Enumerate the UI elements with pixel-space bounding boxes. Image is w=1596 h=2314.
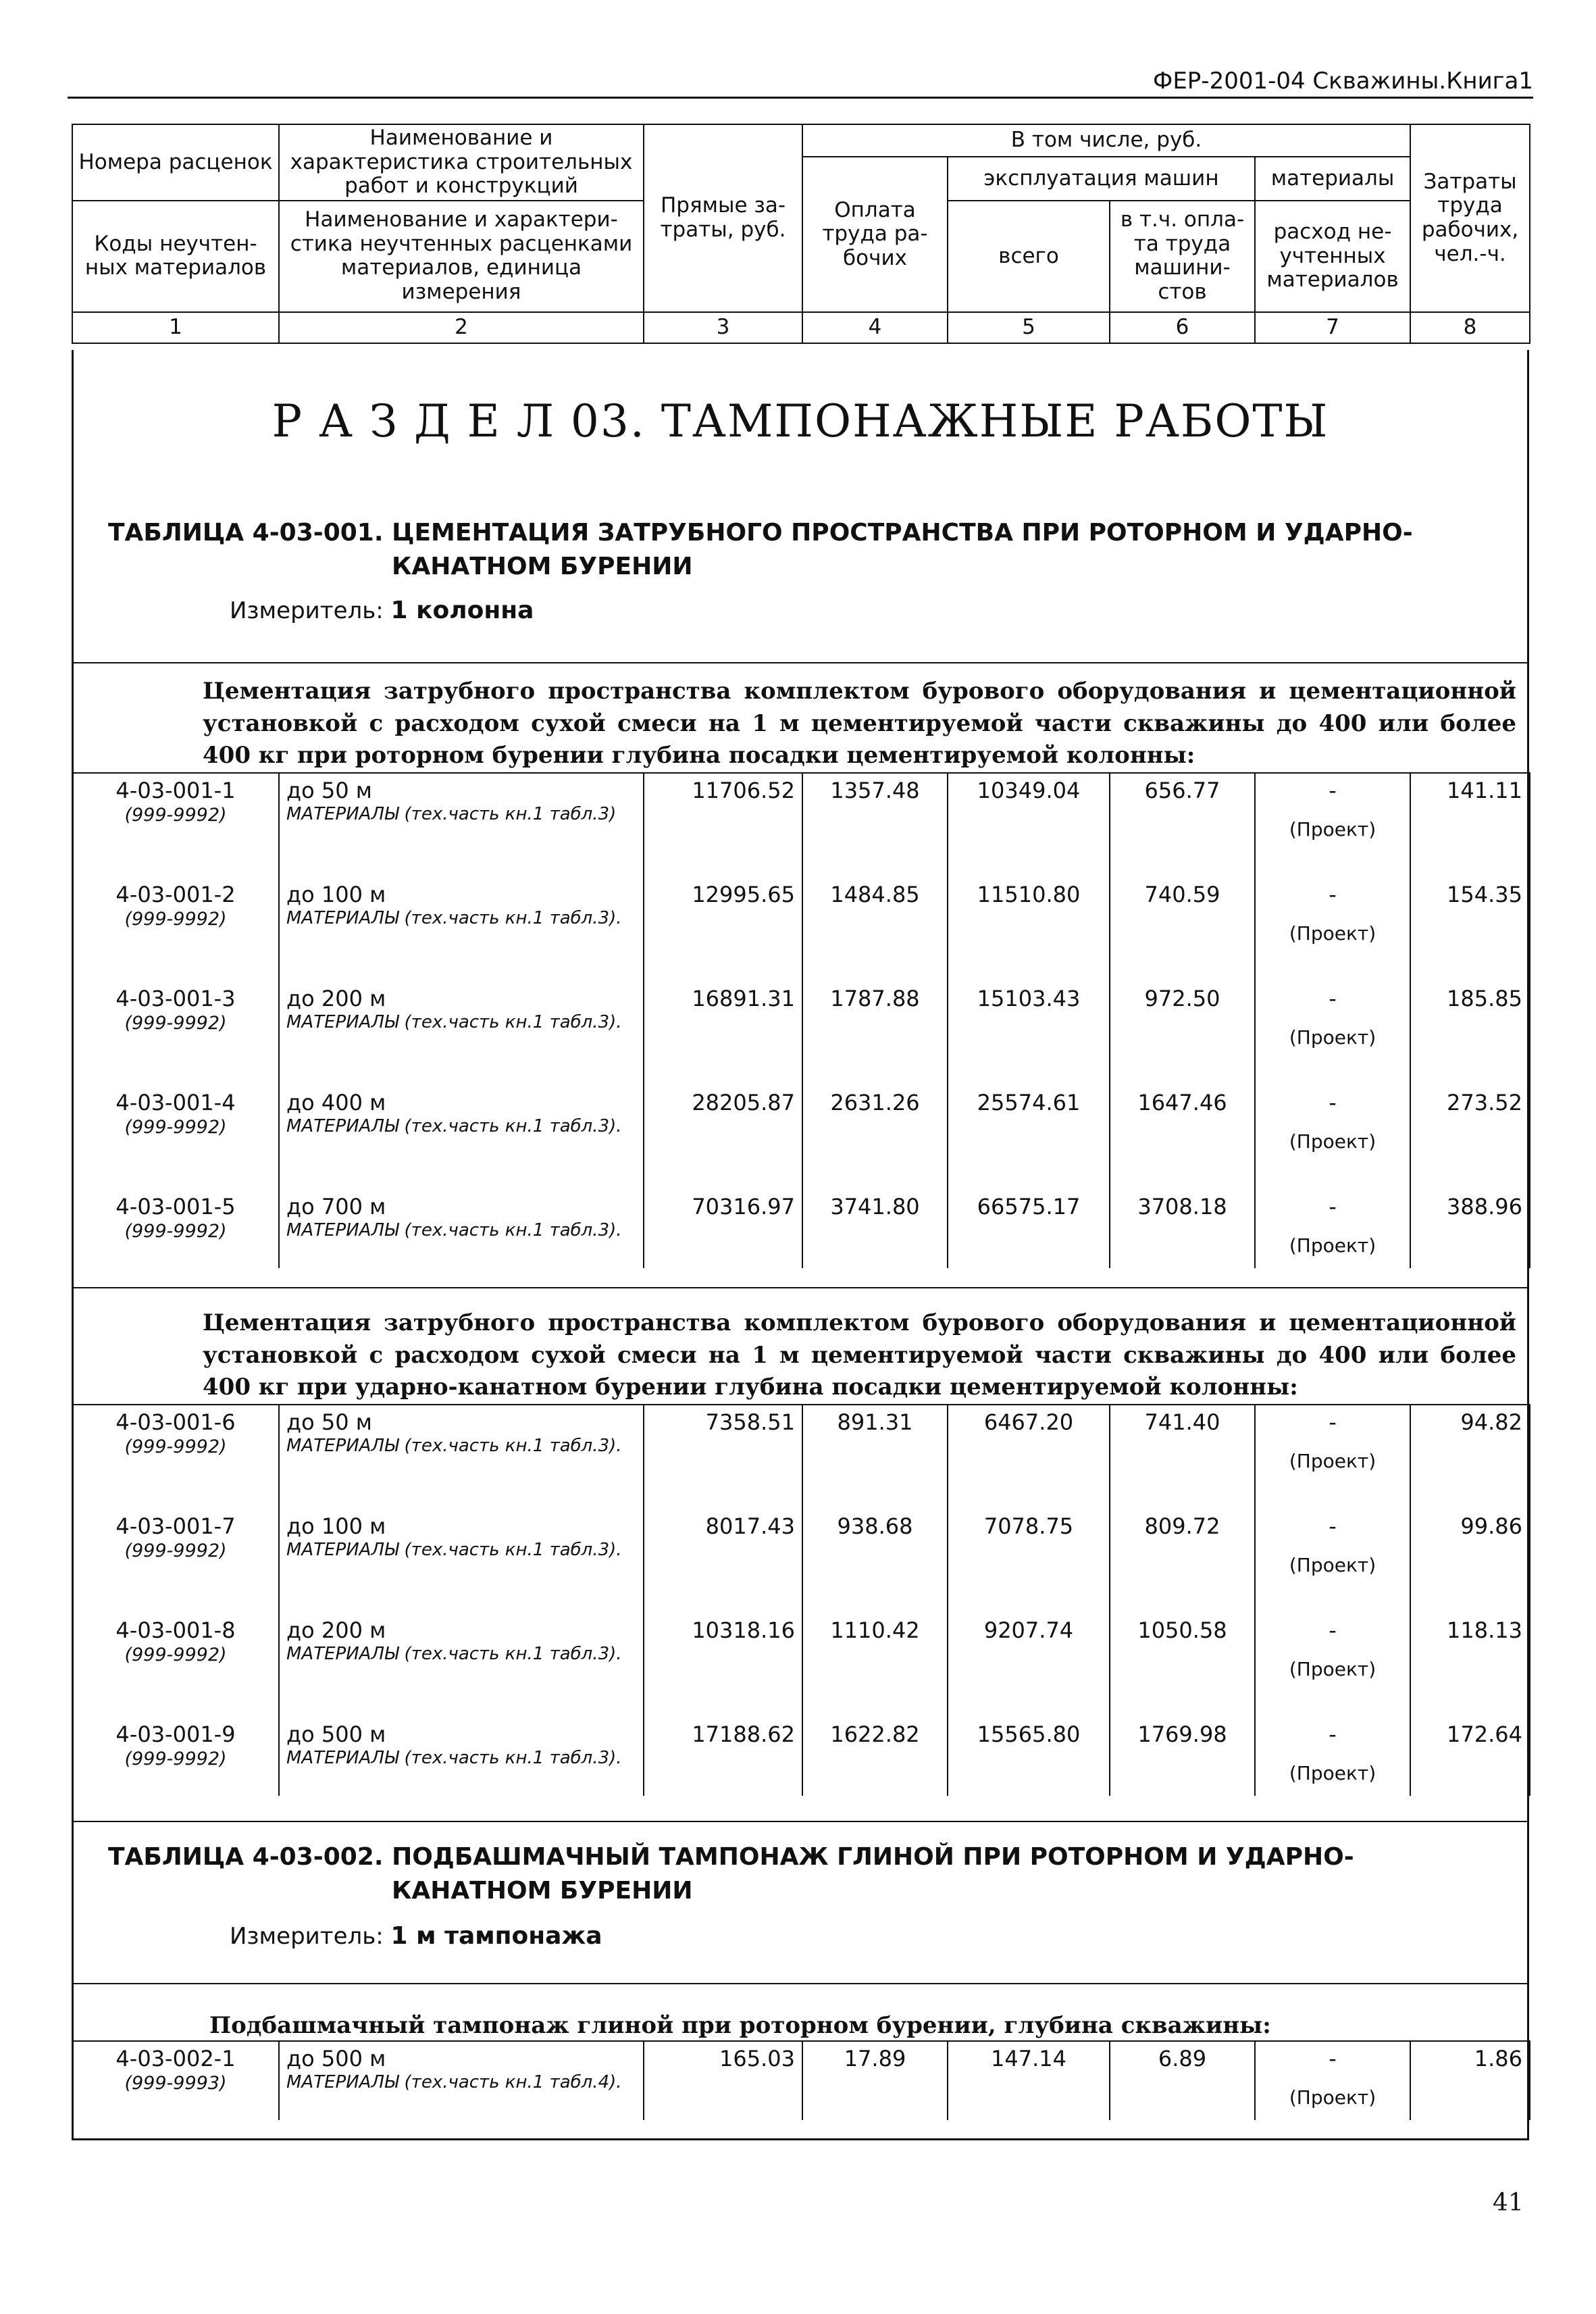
table1-group2-rows — [72, 1404, 1530, 1796]
labor-pay: 3741.80 — [802, 1190, 948, 1268]
rate-code: 4-03-001-3 — [115, 986, 236, 1011]
material-usage-dash: - — [1329, 1409, 1337, 1435]
rate-code-cell — [72, 1717, 279, 1796]
group1-heading: Цементация затрубного пространства комплектом бурового оборудования и цементационной установкой с расходом сухой смеси на 1 м цементируемой части скважины до 400 или более 400 кг при роторном бурении глубина посадки цементируемой колонны: — [203, 678, 1516, 770]
work-name-cell — [279, 1405, 644, 1509]
machines-total: 7078.75 — [948, 1509, 1110, 1613]
material-note: МАТЕРИАЛЫ (тех.часть кн.1 табл.3) — [286, 804, 617, 824]
col-rate-number-header: Номера расценок — [72, 124, 279, 201]
machinist-pay: 1647.46 — [1110, 1086, 1255, 1190]
material-note: МАТЕРИАЛЫ (тех.часть кн.1 табл.3). — [286, 1540, 622, 1560]
col-including-header: В том числе, руб. — [802, 124, 1410, 157]
work-name-cell — [279, 878, 644, 982]
machinist-pay: 741.40 — [1110, 1405, 1255, 1509]
material-code: (999-9992) — [124, 1013, 227, 1034]
rate-code: 4-03-001-7 — [115, 1513, 236, 1539]
col-labor-hours-header: Затраты труда рабочих, чел.-ч. — [1410, 124, 1530, 312]
direct-costs: 8017.43 — [644, 1509, 802, 1613]
direct-costs: 165.03 — [644, 2041, 802, 2120]
machines-total: 9207.74 — [948, 1613, 1110, 1717]
measure-value: 1 м тампонажа — [390, 1922, 602, 1950]
material-code: (999-9992) — [124, 1221, 227, 1242]
machinist-pay: 1050.58 — [1110, 1613, 1255, 1717]
labor-pay: 891.31 — [802, 1405, 948, 1509]
column-header-table — [72, 124, 1530, 344]
col-machinist-pay-header: в т.ч. опла-та труда машини-стов — [1110, 201, 1255, 312]
labor-hours: 154.35 — [1410, 878, 1530, 982]
rate-code: 4-03-001-9 — [115, 1721, 236, 1747]
machines-total: 147.14 — [948, 2041, 1110, 2120]
material-usage-project: (Проект) — [1289, 1658, 1376, 1680]
work-name: до 50 м — [286, 778, 372, 803]
col-num-8: 8 — [1410, 312, 1530, 343]
material-usage-project: (Проект) — [1289, 922, 1376, 945]
machines-total: 25574.61 — [948, 1086, 1110, 1190]
table2-measure — [230, 1922, 602, 1950]
direct-costs: 70316.97 — [644, 1190, 802, 1268]
material-usage-dash: - — [1329, 1194, 1337, 1219]
material-usage-cell — [1255, 773, 1410, 878]
table2-title-line2: КАНАТНОМ БУРЕНИИ — [392, 1877, 693, 1905]
col-machines-header: эксплуатация машин — [948, 157, 1255, 201]
material-note: МАТЕРИАЛЫ (тех.часть кн.1 табл.4). — [286, 2072, 622, 2092]
table-row — [72, 878, 1530, 982]
machines-total: 66575.17 — [948, 1190, 1110, 1268]
rate-code: 4-03-002-1 — [115, 2046, 236, 2071]
material-code: (999-9992) — [124, 909, 227, 930]
material-usage-cell — [1255, 1086, 1410, 1190]
material-code: (999-9992) — [124, 1117, 227, 1138]
direct-costs: 10318.16 — [644, 1613, 802, 1717]
machines-total: 15565.80 — [948, 1717, 1110, 1796]
direct-costs: 17188.62 — [644, 1717, 802, 1796]
material-usage-cell — [1255, 1613, 1410, 1717]
labor-pay: 938.68 — [802, 1509, 948, 1613]
col-direct-costs-header: Прямые за-траты, руб. — [644, 124, 802, 312]
material-note: МАТЕРИАЛЫ (тех.часть кн.1 табл.3). — [286, 1436, 622, 1456]
labor-hours: 185.85 — [1410, 982, 1530, 1086]
table2-group-heading: Подбашмачный тампонаж глиной при роторном бурении, глубина скважины: — [209, 2012, 1271, 2039]
table-row — [72, 2041, 1530, 2120]
labor-hours: 273.52 — [1410, 1086, 1530, 1190]
header-rule — [68, 97, 1533, 99]
divider — [72, 1821, 1529, 1822]
rate-code-cell — [72, 1613, 279, 1717]
machinist-pay: 809.72 — [1110, 1509, 1255, 1613]
rate-code: 4-03-001-6 — [115, 1409, 236, 1435]
direct-costs: 16891.31 — [644, 982, 802, 1086]
labor-pay: 2631.26 — [802, 1086, 948, 1190]
material-note: МАТЕРИАЛЫ (тех.часть кн.1 табл.3). — [286, 1012, 622, 1032]
machines-total: 11510.80 — [948, 878, 1110, 982]
table-row — [72, 982, 1530, 1086]
col-labor-pay-header: Оплата труда ра-бочих — [802, 157, 948, 312]
material-note: МАТЕРИАЛЫ (тех.часть кн.1 табл.3). — [286, 1116, 622, 1136]
labor-hours: 94.82 — [1410, 1405, 1530, 1509]
material-code: (999-9993) — [124, 2073, 227, 2094]
material-usage-dash: - — [1329, 1617, 1337, 1643]
group2-heading: Цементация затрубного пространства комплектом бурового оборудования и цементационной установкой с расходом сухой смеси на 1 м цементируемой части скважины до 400 или более 400 кг при ударно-канатном бурении глубина посадки цементируемой колонны: — [203, 1309, 1516, 1401]
material-usage-project: (Проект) — [1289, 1450, 1376, 1472]
material-usage-project: (Проект) — [1289, 1234, 1376, 1257]
table-row — [72, 773, 1530, 878]
labor-hours: 172.64 — [1410, 1717, 1530, 1796]
work-name: до 400 м — [286, 1090, 386, 1115]
labor-hours: 1.86 — [1410, 2041, 1530, 2120]
direct-costs: 12995.65 — [644, 878, 802, 982]
material-usage-project: (Проект) — [1289, 2086, 1376, 2109]
table1-group1-rows — [72, 772, 1530, 1268]
rate-code-cell — [72, 1190, 279, 1268]
rate-code: 4-03-001-8 — [115, 1617, 236, 1643]
machinist-pay: 972.50 — [1110, 982, 1255, 1086]
material-note: МАТЕРИАЛЫ (тех.часть кн.1 табл.3). — [286, 908, 622, 928]
measure-label: Измеритель: — [230, 1923, 384, 1950]
table-row — [72, 1717, 1530, 1796]
rate-code: 4-03-001-2 — [115, 882, 236, 907]
machines-total: 10349.04 — [948, 773, 1110, 878]
rate-code-cell — [72, 773, 279, 878]
material-usage-project: (Проект) — [1289, 1026, 1376, 1049]
rate-code-cell — [72, 2041, 279, 2120]
material-usage-project: (Проект) — [1289, 1762, 1376, 1784]
col-num-6: 6 — [1110, 312, 1255, 343]
col-material-usage-header: расход не-учтенных материалов — [1255, 201, 1410, 312]
labor-pay: 17.89 — [802, 2041, 948, 2120]
material-usage-cell — [1255, 878, 1410, 982]
labor-pay: 1622.82 — [802, 1717, 948, 1796]
col-num-2: 2 — [279, 312, 644, 343]
direct-costs: 28205.87 — [644, 1086, 802, 1190]
material-usage-dash: - — [1329, 1090, 1337, 1115]
table1-title-line1: ТАБЛИЦА 4-03-001. ЦЕМЕНТАЦИЯ ЗАТРУБНОГО ПРОСТРАНСТВА ПРИ РОТОРНОМ И УДАРНО- — [108, 519, 1413, 547]
work-name: до 50 м — [286, 1409, 372, 1435]
rows-body — [72, 2041, 1530, 2120]
material-usage-dash: - — [1329, 1721, 1337, 1747]
labor-pay: 1484.85 — [802, 878, 948, 982]
divider — [72, 1287, 1529, 1288]
col-num-3: 3 — [644, 312, 802, 343]
rate-code: 4-03-001-1 — [115, 778, 236, 803]
work-name-cell — [279, 1613, 644, 1717]
direct-costs: 11706.52 — [644, 773, 802, 878]
work-name: до 700 м — [286, 1194, 386, 1219]
material-usage-project: (Проект) — [1289, 1554, 1376, 1576]
work-name: до 100 м — [286, 1513, 386, 1539]
measure-value: 1 колонна — [390, 597, 534, 624]
col-material-codes-header: Коды неучтен-ных материалов — [72, 201, 279, 312]
table2-rows — [72, 2040, 1530, 2120]
work-name-cell — [279, 773, 644, 878]
labor-hours: 118.13 — [1410, 1613, 1530, 1717]
machines-total: 6467.20 — [948, 1405, 1110, 1509]
machinist-pay: 740.59 — [1110, 878, 1255, 982]
rows-body — [72, 773, 1530, 1268]
labor-hours: 99.86 — [1410, 1509, 1530, 1613]
material-usage-cell — [1255, 2041, 1410, 2120]
material-note: МАТЕРИАЛЫ (тех.часть кн.1 табл.3). — [286, 1644, 622, 1664]
machinist-pay: 6.89 — [1110, 2041, 1255, 2120]
work-name-cell — [279, 1509, 644, 1613]
labor-pay: 1357.48 — [802, 773, 948, 878]
material-usage-project: (Проект) — [1289, 1130, 1376, 1153]
material-usage-dash: - — [1329, 778, 1337, 803]
material-usage-dash: - — [1329, 1513, 1337, 1539]
document-header: ФЕР-2001-04 Скважины.Книга1 — [1153, 68, 1533, 95]
material-code: (999-9992) — [124, 1436, 227, 1457]
table-row — [72, 1613, 1530, 1717]
rate-code-cell — [72, 878, 279, 982]
material-usage-cell — [1255, 1509, 1410, 1613]
material-code: (999-9992) — [124, 1749, 227, 1769]
work-name: до 200 м — [286, 1617, 386, 1643]
machinist-pay: 1769.98 — [1110, 1717, 1255, 1796]
labor-pay: 1787.88 — [802, 982, 948, 1086]
col-material-names-header: Наименование и характери-стика неучтенных расценками материалов, единица измерения — [279, 201, 644, 312]
table-row — [72, 1405, 1530, 1509]
labor-pay: 1110.42 — [802, 1613, 948, 1717]
machines-total: 15103.43 — [948, 982, 1110, 1086]
divider — [72, 662, 1529, 663]
table-row — [72, 1190, 1530, 1268]
work-name-cell — [279, 1086, 644, 1190]
work-name-cell — [279, 1717, 644, 1796]
page-number: 41 — [1493, 2189, 1524, 2217]
material-note: МАТЕРИАЛЫ (тех.часть кн.1 табл.3). — [286, 1220, 622, 1240]
table2-title-line1: ТАБЛИЦА 4-03-002. ПОДБАШМАЧНЫЙ ТАМПОНАЖ ГЛИНОЙ ПРИ РОТОРНОМ И УДАРНО- — [108, 1843, 1354, 1871]
direct-costs: 7358.51 — [644, 1405, 802, 1509]
col-machines-total-header: всего — [948, 201, 1110, 312]
table-row — [72, 1509, 1530, 1613]
material-usage-cell — [1255, 1717, 1410, 1796]
machinist-pay: 3708.18 — [1110, 1190, 1255, 1268]
work-name-cell — [279, 2041, 644, 2120]
work-name-cell — [279, 982, 644, 1086]
divider — [72, 1983, 1529, 1984]
section-title: Р А З Д Е Л 03. ТАМПОНАЖНЫЕ РАБОТЫ — [272, 395, 1329, 447]
work-name: до 500 м — [286, 2046, 386, 2071]
measure-label: Измеритель: — [230, 597, 384, 624]
material-note: МАТЕРИАЛЫ (тех.часть кн.1 табл.3). — [286, 1748, 622, 1768]
col-num-1: 1 — [72, 312, 279, 343]
rate-code-cell — [72, 1086, 279, 1190]
table1-measure — [230, 597, 534, 624]
material-code: (999-9992) — [124, 805, 227, 826]
work-name-cell — [279, 1190, 644, 1268]
machinist-pay: 656.77 — [1110, 773, 1255, 878]
material-code: (999-9992) — [124, 1644, 227, 1665]
table-row — [72, 1086, 1530, 1190]
material-usage-cell — [1255, 1190, 1410, 1268]
labor-hours: 141.11 — [1410, 773, 1530, 878]
work-name: до 100 м — [286, 882, 386, 907]
col-materials-header: материалы — [1255, 157, 1410, 201]
col-work-name-header: Наименование и характеристика строительных работ и конструкций — [279, 124, 644, 201]
material-code: (999-9992) — [124, 1540, 227, 1561]
material-usage-dash: - — [1329, 986, 1337, 1011]
labor-hours: 388.96 — [1410, 1190, 1530, 1268]
rate-code-cell — [72, 1509, 279, 1613]
col-num-4: 4 — [802, 312, 948, 343]
material-usage-cell — [1255, 982, 1410, 1086]
material-usage-dash: - — [1329, 882, 1337, 907]
rows-body — [72, 1405, 1530, 1796]
material-usage-project: (Проект) — [1289, 818, 1376, 840]
rate-code-cell — [72, 982, 279, 1086]
col-num-7: 7 — [1255, 312, 1410, 343]
col-num-5: 5 — [948, 312, 1110, 343]
work-name: до 200 м — [286, 986, 386, 1011]
rate-code-cell — [72, 1405, 279, 1509]
table1-title-line2: КАНАТНОМ БУРЕНИИ — [392, 553, 693, 580]
rate-code: 4-03-001-4 — [115, 1090, 236, 1115]
work-name: до 500 м — [286, 1721, 386, 1747]
material-usage-dash: - — [1329, 2046, 1337, 2071]
rate-code: 4-03-001-5 — [115, 1194, 236, 1219]
material-usage-cell — [1255, 1405, 1410, 1509]
